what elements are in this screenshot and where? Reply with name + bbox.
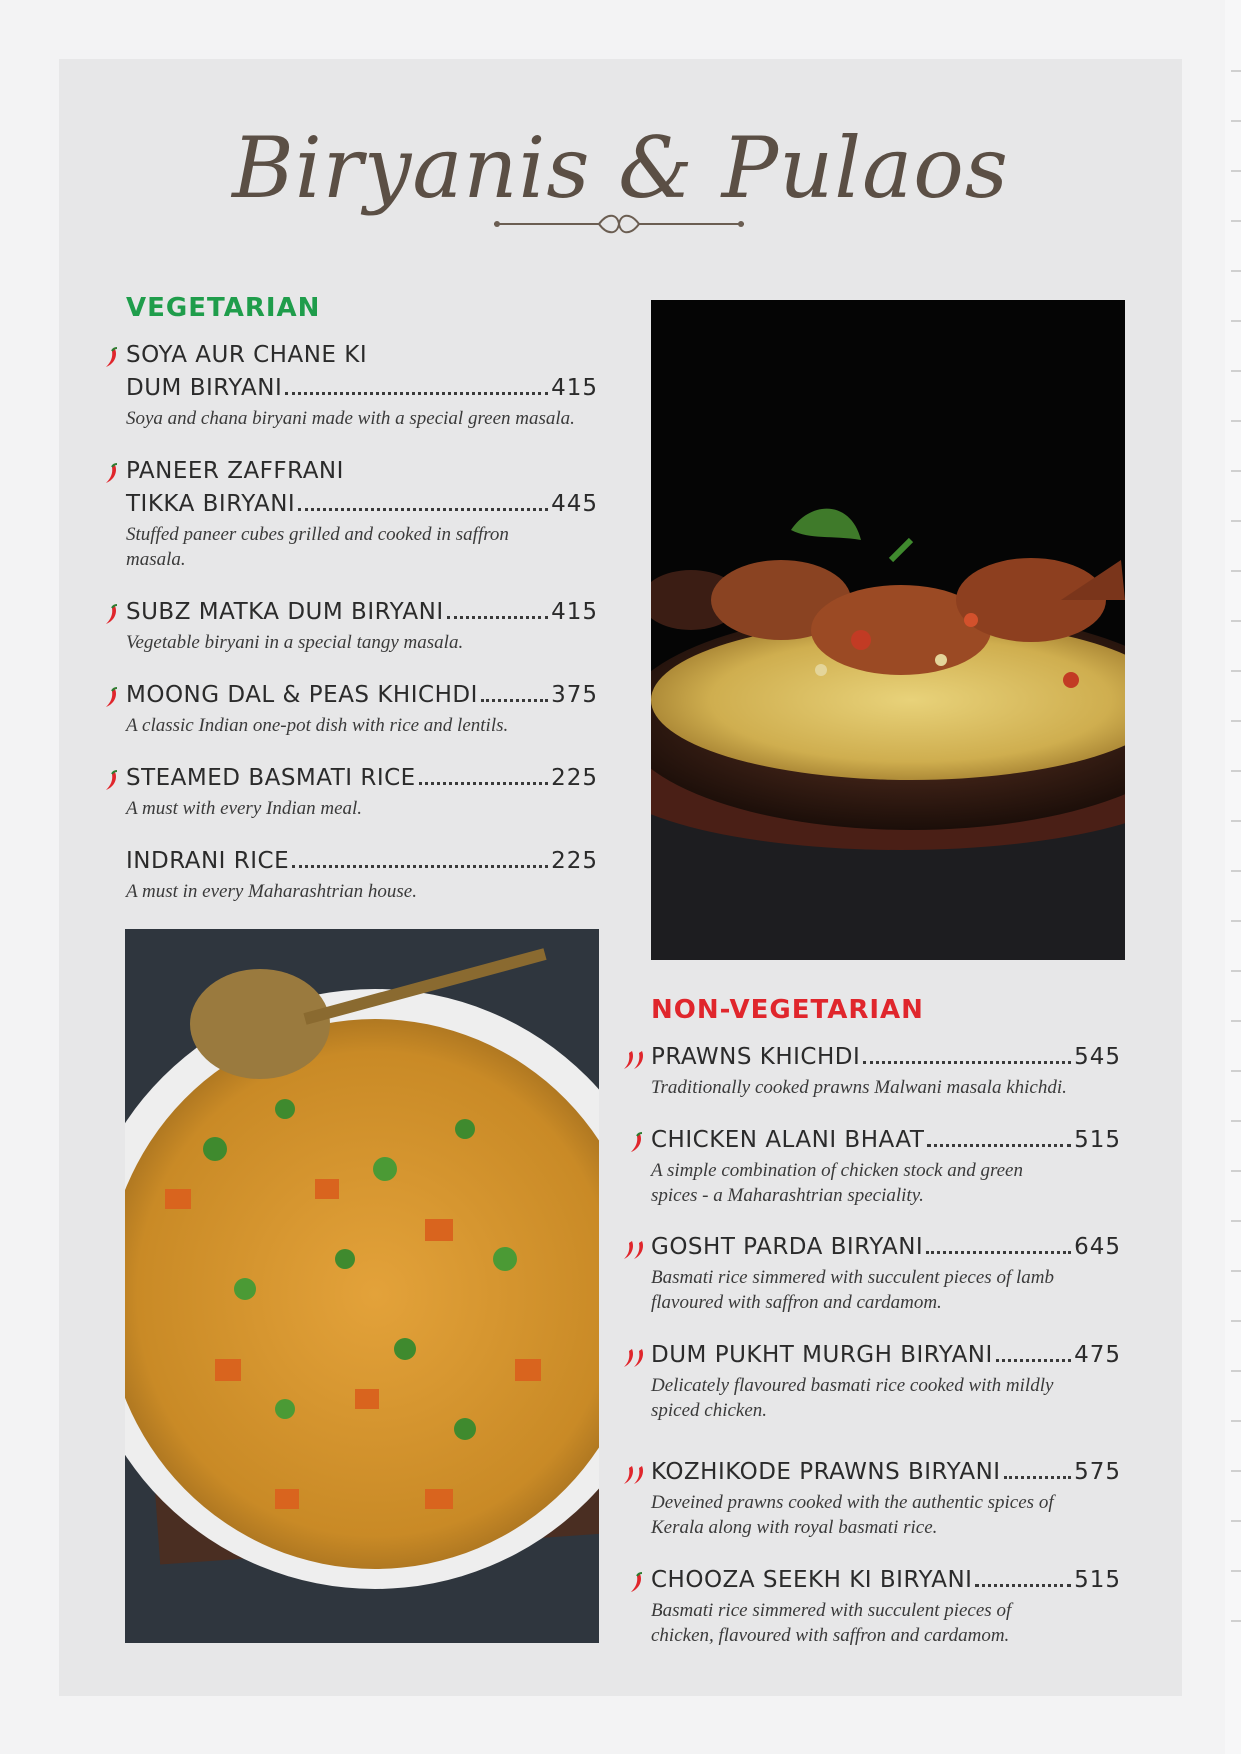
menu-item-gosht-parda bbox=[651, 1231, 1121, 1315]
item-description: Soya and chana biryani made with a special green masala. bbox=[126, 408, 575, 429]
item-price: 475 bbox=[1074, 1342, 1121, 1368]
item-price: 415 bbox=[551, 375, 598, 401]
item-price: 645 bbox=[1074, 1234, 1121, 1260]
item-name: STEAMED BASMATI RICE bbox=[126, 765, 416, 791]
item-name: KOZHIKODE PRAWNS BIRYANI bbox=[651, 1459, 1001, 1485]
menu-item-indrani-rice bbox=[126, 845, 598, 904]
chili-icon bbox=[104, 347, 120, 369]
flourish-ornament-icon bbox=[489, 209, 749, 239]
item-description: A must in every Maharashtrian house. bbox=[126, 881, 417, 902]
item-price: 225 bbox=[551, 848, 598, 874]
double-chili-icon bbox=[623, 1464, 647, 1486]
item-name: INDRANI RICE bbox=[126, 848, 290, 874]
chili-icon bbox=[104, 604, 120, 626]
dot-leader bbox=[996, 1359, 1071, 1362]
dot-leader bbox=[1004, 1476, 1072, 1479]
dot-leader bbox=[975, 1584, 1071, 1587]
menu-item-moong-dal bbox=[126, 679, 598, 738]
item-description: Delicately flavoured basmati rice cooked with mildly spiced chicken. bbox=[651, 1375, 1054, 1421]
item-price: 225 bbox=[551, 765, 598, 791]
menu-item-chicken-alani-bhaat bbox=[651, 1124, 1121, 1208]
dot-leader bbox=[926, 1251, 1071, 1254]
dot-leader bbox=[285, 392, 548, 395]
menu-item-prawns-khichdi bbox=[651, 1041, 1121, 1100]
menu-panel bbox=[59, 59, 1182, 1696]
item-name: DUM PUKHT MURGH BIRYANI bbox=[651, 1342, 993, 1368]
menu-item-paneer-zaffrani bbox=[126, 455, 598, 572]
dot-leader bbox=[419, 782, 548, 785]
item-name: SUBZ MATKA DUM BIRYANI bbox=[126, 599, 444, 625]
double-chili-icon bbox=[623, 1347, 647, 1369]
item-name: TIKKA BIRYANI bbox=[126, 491, 296, 517]
item-description: A simple combination of chicken stock and green spices - a Maharashtrian speciality. bbox=[651, 1160, 1023, 1206]
chili-icon bbox=[104, 687, 120, 709]
item-price: 375 bbox=[551, 682, 598, 708]
item-price: 575 bbox=[1074, 1459, 1121, 1485]
item-price: 415 bbox=[551, 599, 598, 625]
item-description: Traditionally cooked prawns Malwani masala khichdi. bbox=[651, 1077, 1067, 1098]
dot-leader bbox=[927, 1144, 1071, 1147]
double-chili-icon bbox=[623, 1239, 647, 1261]
item-name: CHICKEN ALANI BHAAT bbox=[651, 1127, 925, 1153]
menu-item-subz-matka bbox=[126, 596, 598, 655]
dot-leader bbox=[447, 616, 548, 619]
vegetarian-heading: VEGETARIAN bbox=[126, 293, 321, 323]
item-name: MOONG DAL & PEAS KHICHDI bbox=[126, 682, 478, 708]
item-name-line1: SOYA AUR CHANE KI bbox=[126, 342, 368, 368]
menu-item-chooza-seekh bbox=[651, 1564, 1121, 1648]
menu-item-dum-pukht-murgh bbox=[651, 1339, 1121, 1423]
item-name: DUM BIRYANI bbox=[126, 375, 283, 401]
menu-item-soya-aur-chane bbox=[126, 339, 598, 431]
item-description: Basmati rice simmered with succulent pieces of lamb flavoured with saffron and cardamom. bbox=[651, 1267, 1054, 1313]
item-price: 515 bbox=[1074, 1567, 1121, 1593]
item-description: A classic Indian one-pot dish with rice and lentils. bbox=[126, 715, 509, 736]
veg-pulao-photo bbox=[125, 929, 599, 1643]
item-name: GOSHT PARDA BIRYANI bbox=[651, 1234, 924, 1260]
pulao-plate-image bbox=[125, 929, 599, 1643]
dot-leader bbox=[292, 865, 548, 868]
chili-icon bbox=[104, 463, 120, 485]
item-description: Stuffed paneer cubes grilled and cooked in saffron masala. bbox=[126, 524, 509, 570]
menu-item-steamed-basmati bbox=[126, 762, 598, 821]
item-name: CHOOZA SEEKH KI BIRYANI bbox=[651, 1567, 973, 1593]
chicken-biryani-photo bbox=[651, 300, 1125, 960]
chili-icon bbox=[629, 1572, 645, 1594]
item-price: 445 bbox=[551, 491, 598, 517]
item-price: 515 bbox=[1074, 1127, 1121, 1153]
non-vegetarian-heading: NON-VEGETARIAN bbox=[651, 995, 924, 1025]
double-chili-icon bbox=[623, 1049, 647, 1071]
item-name-line1: PANEER ZAFFRANI bbox=[126, 458, 344, 484]
item-price: 545 bbox=[1074, 1044, 1121, 1070]
chili-icon bbox=[629, 1132, 645, 1154]
dot-leader bbox=[481, 699, 548, 702]
item-description: A must with every Indian meal. bbox=[126, 798, 363, 819]
dot-leader bbox=[863, 1061, 1071, 1064]
menu-item-kozhikode-prawns bbox=[651, 1456, 1121, 1540]
chili-icon bbox=[104, 770, 120, 792]
page-title: Biryanis & Pulaos bbox=[232, 119, 1009, 217]
item-description: Basmati rice simmered with succulent pieces of chicken, flavoured with saffron and cardamom. bbox=[651, 1600, 1012, 1646]
item-description: Deveined prawns cooked with the authentic spices of Kerala along with royal basmati rice. bbox=[651, 1492, 1054, 1538]
dot-leader bbox=[298, 508, 548, 511]
biryani-plate-image bbox=[651, 300, 1125, 960]
item-description: Vegetable biryani in a special tangy masala. bbox=[126, 632, 464, 653]
item-name: PRAWNS KHICHDI bbox=[651, 1044, 861, 1070]
page-edge bbox=[1225, 0, 1241, 1754]
